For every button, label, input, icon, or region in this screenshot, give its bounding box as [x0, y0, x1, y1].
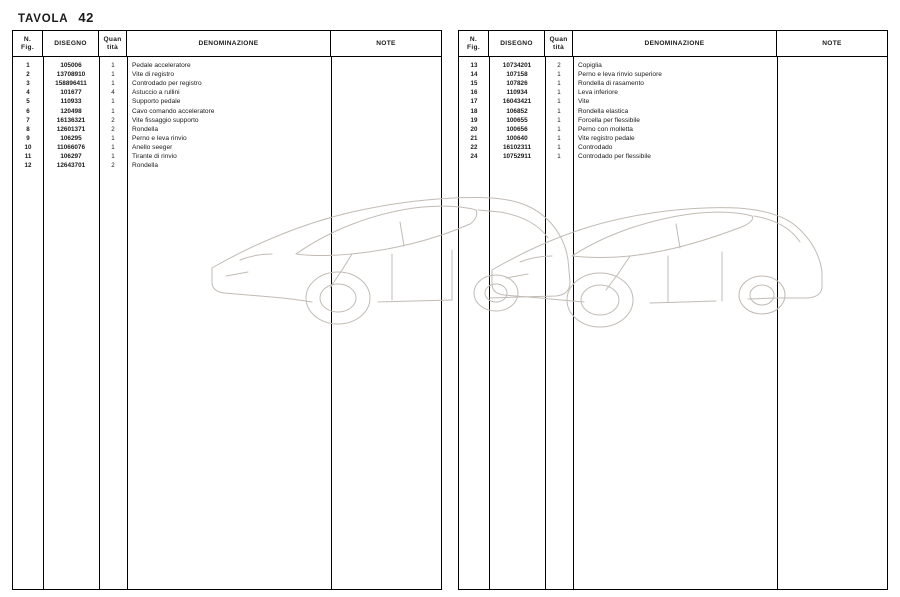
cell-disegno: 16136321 — [56, 116, 86, 124]
cell-denominazione: Vite fissaggio supporto — [132, 116, 199, 124]
table-row — [13, 125, 441, 134]
cell-fig: 5 — [26, 98, 30, 106]
cell-disegno: 106852 — [506, 107, 528, 115]
cell-fig: 15 — [470, 80, 478, 88]
table-row — [13, 161, 441, 170]
cell-quantita: 1 — [557, 98, 561, 106]
cell-disegno: 110933 — [60, 98, 82, 106]
cell-fig: 22 — [470, 143, 478, 151]
cell-quantita: 2 — [111, 125, 115, 133]
cell-denominazione: Leva inferiore — [578, 89, 618, 97]
table-row — [13, 116, 441, 125]
table-row — [13, 106, 441, 115]
table-row — [459, 152, 887, 161]
cell-disegno: 100656 — [506, 125, 528, 133]
cell-fig: 17 — [470, 98, 478, 106]
cell-quantita: 1 — [557, 152, 561, 160]
column-header-denominazione: DENOMINAZIONE — [127, 31, 331, 56]
cell-denominazione: Controdado — [578, 143, 613, 151]
cell-denominazione: Supporto pedale — [132, 98, 181, 106]
cell-fig: 10 — [24, 143, 32, 151]
cell-quantita: 1 — [111, 134, 115, 142]
cell-quantita: 1 — [557, 134, 561, 142]
table-row — [13, 70, 441, 79]
cell-quantita: 1 — [557, 107, 561, 115]
cell-disegno: 106295 — [60, 134, 82, 142]
column-header-quantita-line1: Quan — [103, 36, 122, 44]
cell-disegno: 11066076 — [56, 143, 86, 151]
table-row — [459, 70, 887, 79]
cell-disegno: 158896411 — [55, 80, 87, 88]
cell-disegno: 100640 — [506, 134, 528, 142]
cell-denominazione: Astuccio a rullini — [132, 89, 180, 97]
table-row — [459, 79, 887, 88]
cell-denominazione: Rondella di rasamento — [578, 80, 644, 88]
cell-disegno: 101677 — [60, 89, 82, 97]
cell-disegno: 120498 — [60, 107, 82, 115]
cell-fig: 24 — [470, 152, 478, 160]
table-header-left — [13, 31, 441, 57]
cell-disegno: 13708910 — [56, 71, 86, 79]
page-title-label: TAVOLA — [18, 13, 69, 25]
cell-fig: 14 — [470, 71, 478, 79]
column-header-fig — [13, 31, 43, 56]
cell-denominazione: Rondella — [132, 125, 159, 133]
column-header-note: NOTE — [822, 39, 842, 47]
cell-denominazione: Controdado per flessibile — [578, 152, 651, 160]
cell-fig: 11 — [24, 152, 32, 160]
column-header-fig-line1: N. — [23, 36, 32, 44]
cell-fig: 3 — [26, 80, 30, 88]
column-header-fig-line2: Fig. — [21, 43, 34, 51]
column-header-quantita-line2: tità — [106, 43, 119, 51]
cell-fig: 12 — [24, 162, 32, 170]
cell-denominazione: Anello seeger — [132, 143, 173, 151]
parts-table-right — [458, 30, 888, 590]
column-header-fig-line2: Fig. — [467, 43, 480, 51]
column-header-quantita — [545, 31, 573, 56]
cell-disegno: 105006 — [60, 62, 82, 70]
table-row — [13, 79, 441, 88]
cell-quantita: 2 — [557, 62, 561, 70]
column-header-disegno: DISEGNO — [43, 31, 99, 56]
page-title-number: 42 — [78, 10, 94, 25]
cell-denominazione: Rondella elastica — [578, 107, 629, 115]
cell-disegno: 100655 — [506, 116, 528, 124]
cell-denominazione: Vite registro pedale — [578, 134, 635, 142]
table-row — [13, 88, 441, 97]
cell-disegno: 107158 — [506, 71, 528, 79]
column-header-quantita-line2: tità — [552, 43, 565, 51]
column-header-note: NOTE — [376, 39, 396, 47]
table-row — [459, 61, 887, 70]
cell-disegno: 12601371 — [56, 125, 86, 133]
cell-denominazione: Perno con molletta — [578, 125, 633, 133]
table-rows-right — [459, 57, 887, 161]
table-row — [13, 61, 441, 70]
table-row — [13, 143, 441, 152]
cell-disegno: 16043421 — [502, 98, 532, 106]
cell-quantita: 1 — [111, 152, 115, 160]
cell-disegno: 10734201 — [502, 62, 532, 70]
cell-denominazione: Tirante di rinvio — [132, 152, 177, 160]
cell-fig: 16 — [470, 89, 478, 97]
table-row — [459, 116, 887, 125]
cell-disegno: 16102311 — [502, 143, 532, 151]
table-row — [13, 97, 441, 106]
cell-quantita: 1 — [557, 89, 561, 97]
cell-quantita: 1 — [111, 98, 115, 106]
cell-quantita: 1 — [111, 80, 115, 88]
table-body-right — [459, 57, 887, 589]
table-body-left — [13, 57, 441, 589]
parts-table-left — [12, 30, 442, 590]
cell-fig: 6 — [26, 107, 30, 115]
cell-denominazione: Forcella per flessibile — [578, 116, 640, 124]
cell-disegno: 110934 — [506, 89, 528, 97]
cell-denominazione: Rondella — [132, 162, 159, 170]
cell-quantita: 1 — [111, 62, 115, 70]
cell-denominazione: Pedale acceleratore — [132, 62, 191, 70]
cell-disegno: 106297 — [60, 152, 82, 160]
cell-denominazione: Vite di registro — [132, 71, 175, 79]
table-row — [459, 125, 887, 134]
cell-quantita: 1 — [111, 107, 115, 115]
cell-quantita: 1 — [557, 116, 561, 124]
cell-disegno: 107826 — [506, 80, 528, 88]
cell-denominazione: Perno e leva rinvio superiore — [578, 71, 662, 79]
cell-disegno: 12643701 — [56, 162, 86, 170]
table-row — [459, 134, 887, 143]
cell-quantita: 2 — [111, 116, 115, 124]
column-header-denominazione: DENOMINAZIONE — [573, 31, 777, 56]
cell-denominazione: Cavo comando acceleratore — [132, 107, 215, 115]
column-header-fig-line1: N. — [469, 36, 478, 44]
cell-quantita: 1 — [111, 143, 115, 151]
cell-denominazione: Controdado per registro — [132, 80, 202, 88]
cell-quantita: 1 — [111, 71, 115, 79]
cell-quantita: 4 — [111, 89, 115, 97]
cell-quantita: 1 — [557, 143, 561, 151]
cell-denominazione: Perno e leva rinvio — [132, 134, 187, 142]
cell-quantita: 2 — [111, 162, 115, 170]
column-header-quantita-line1: Quan — [549, 36, 568, 44]
cell-denominazione: Vite — [578, 98, 590, 106]
cell-quantita: 1 — [557, 71, 561, 79]
cell-fig: 7 — [26, 116, 30, 124]
table-row — [459, 143, 887, 152]
cell-disegno: 10752911 — [502, 152, 532, 160]
cell-fig: 19 — [470, 116, 478, 124]
cell-fig: 9 — [26, 134, 30, 142]
cell-fig: 1 — [26, 62, 30, 70]
table-row — [13, 152, 441, 161]
table-row — [459, 88, 887, 97]
cell-fig: 2 — [26, 71, 30, 79]
page-title — [18, 10, 888, 26]
column-header-quantita — [99, 31, 127, 56]
table-header-right — [459, 31, 887, 57]
table-row — [13, 134, 441, 143]
parts-tables — [12, 30, 888, 590]
table-row — [459, 106, 887, 115]
cell-fig: 4 — [26, 89, 30, 97]
cell-fig: 18 — [470, 107, 478, 115]
cell-fig: 13 — [470, 62, 478, 70]
cell-denominazione: Copiglia — [578, 62, 602, 70]
column-header-disegno: DISEGNO — [489, 31, 545, 56]
cell-quantita: 1 — [557, 80, 561, 88]
cell-fig: 21 — [470, 134, 478, 142]
cell-quantita: 1 — [557, 125, 561, 133]
cell-fig: 8 — [26, 125, 30, 133]
cell-fig: 20 — [470, 125, 478, 133]
table-rows-left — [13, 57, 441, 170]
column-header-fig — [459, 31, 489, 56]
table-row — [459, 97, 887, 106]
